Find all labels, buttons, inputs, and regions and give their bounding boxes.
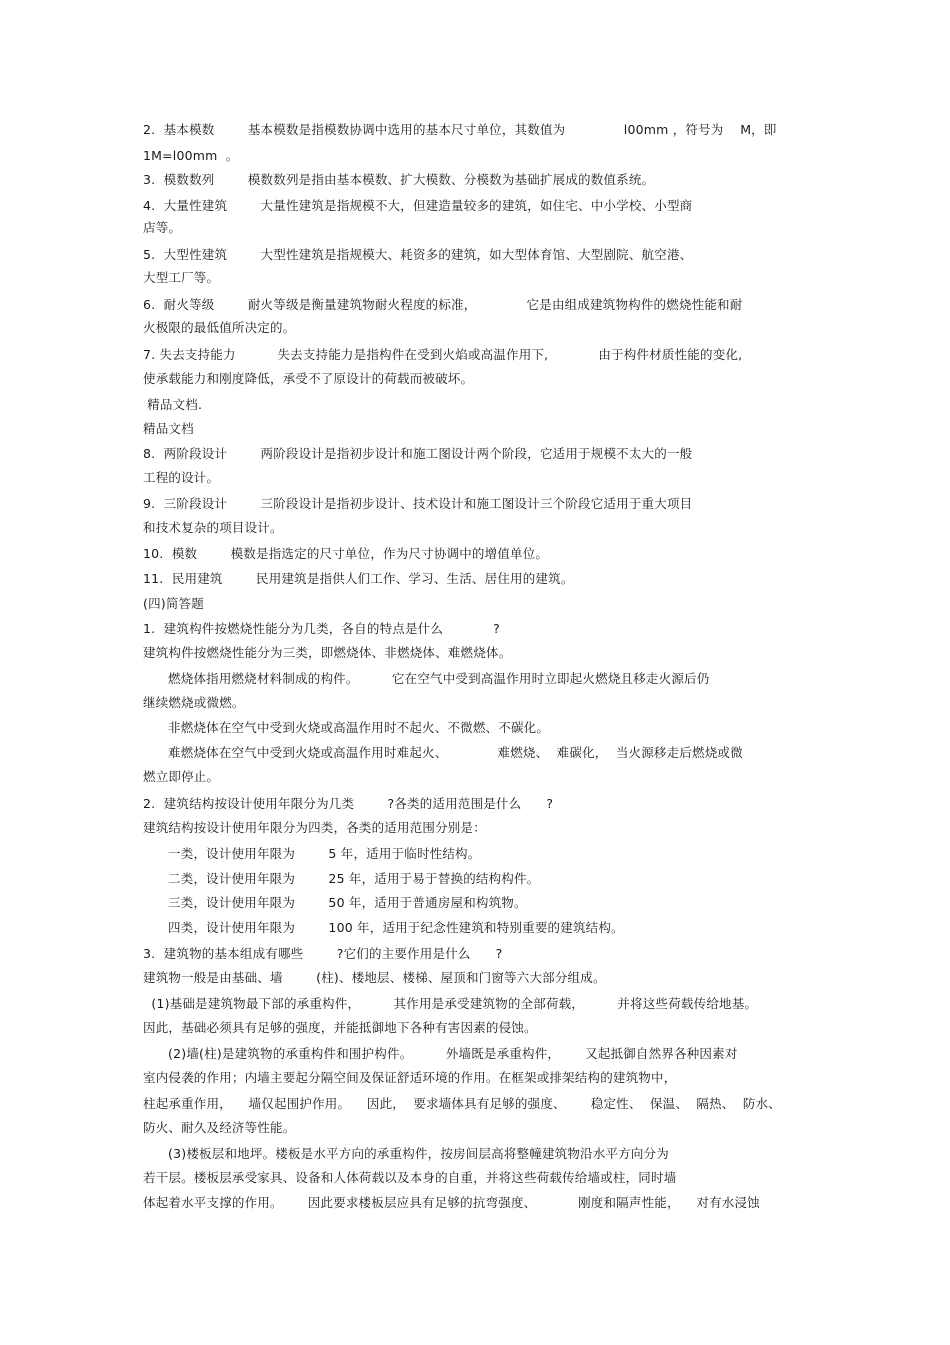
text-line: 二类，设计使用年限为 25 年，适用于易于替换的结构构件。 <box>143 871 540 886</box>
text-line: 2. 基本模数 基本模数是指模数协调中选用的基本尺寸单位，其数值为 l00mm ，符号为 M，即 <box>143 122 777 137</box>
text-line: 因此，基础必须具有足够的强度，并能抵御地下各种有害因素的侵蚀。 <box>143 1020 537 1035</box>
text-line: 10. 模数 模数是指选定的尺寸单位，作为尺寸协调中的增值单位。 <box>143 546 549 561</box>
text-line: 店等。 <box>143 220 182 235</box>
text-line: 建筑结构按设计使用年限分为四类，各类的适用范围分别是： <box>143 820 486 835</box>
text-line: 9. 三阶段设计 三阶段设计是指初步设计、技术设计和施工图设计三个阶段它适用于重大项目 <box>143 496 693 511</box>
text-line: 8. 两阶段设计 两阶段设计是指初步设计和施工图设计两个阶段，它适用于规模不太大的一般 <box>143 446 693 461</box>
text-line: 大型工厂等。 <box>143 270 220 285</box>
text-line: 继续燃烧或微燃。 <box>143 695 245 710</box>
text-line: 四类，设计使用年限为 100 年，适用于纪念性建筑和特别重要的建筑结构。 <box>143 920 624 935</box>
text-line: 使承载能力和刚度降低，承受不了原设计的荷载而被破坏。 <box>143 371 474 386</box>
question-line: 2. 建筑结构按设计使用年限分为几类 ?各类的适用范围是什么 ? <box>143 796 554 811</box>
text-line: 4. 大量性建筑 大量性建筑是指规模不大，但建造量较多的建筑，如住宅、中小学校、小型商 <box>143 198 693 213</box>
text-line: 火极限的最低值所决定的。 <box>143 320 296 335</box>
watermark-text: 精品文档 <box>143 421 194 436</box>
text-line: 6. 耐火等级 耐火等级是衡量建筑物耐火程度的标准， 它是由组成建筑物构件的燃烧性能和耐 <box>143 297 743 312</box>
question-line: 1. 建筑构件按燃烧性能分为几类，各自的特点是什么 ? <box>143 621 500 636</box>
text-line: 难燃烧体在空气中受到火烧或高温作用时难起火、 难燃烧、 难碳化， 当火源移走后燃烧或微 <box>143 745 743 760</box>
text-line: (2)墙(柱)是建筑物的承重构件和围护构件。 外墙既是承重构件， 又起抵御自然界各种因素对 <box>143 1046 738 1061</box>
text-line: 5. 大型性建筑 大型性建筑是指规模大、耗资多的建筑，如大型体育馆、大型剧院、航空港、 <box>143 247 693 262</box>
text-line: 7. 失去支持能力 失去支持能力是指构件在受到火焰或高温作用下, 由于构件材质性能的变化, <box>143 347 743 362</box>
text-line: 非燃烧体在空气中受到火烧或高温作用时不起火、不微燃、不碳化。 <box>143 720 550 735</box>
text-line: 建筑物一般是由基础、墙 (柱)、楼地层、楼梯、屋顶和门窗等六大部分组成。 <box>143 970 606 985</box>
text-line: (1)基础是建筑物最下部的承重构件， 其作用是承受建筑物的全部荷载， 并将这些荷载传给地基。 <box>143 996 758 1011</box>
text-line: 室内侵袭的作用；内墙主要起分隔空间及保证舒适环境的作用。在框架或排架结构的建筑物中， <box>143 1070 677 1085</box>
watermark-text: 精品文档. <box>143 397 203 412</box>
text-line: 防火、耐久及经济等性能。 <box>143 1120 296 1135</box>
text-line: 若干层。楼板层承受家具、设备和人体荷载以及本身的自重，并将这些荷载传给墙或柱，同时墙 <box>143 1170 677 1185</box>
text-line: 燃烧体指用燃烧材料制成的构件。 它在空气中受到高温作用时立即起火燃烧且移走火源后仍 <box>143 671 710 686</box>
text-line: 11. 民用建筑 民用建筑是指供人们工作、学习、生活、居住用的建筑。 <box>143 571 574 586</box>
text-line: 1M=l00mm 。 <box>143 148 239 163</box>
text-line: 燃立即停止。 <box>143 769 220 784</box>
text-line: 建筑构件按燃烧性能分为三类，即燃烧体、非燃烧体、难燃烧体。 <box>143 645 512 660</box>
question-line: 3. 建筑物的基本组成有哪些 ?它们的主要作用是什么 ? <box>143 946 503 961</box>
text-line: 体起着水平支撑的作用。 因此要求楼板层应具有足够的抗弯强度、 刚度和隔声性能， 对有水浸蚀 <box>143 1195 760 1210</box>
text-line: 3. 模数数列 模数数列是指由基本模数、扩大模数、分模数为基础扩展成的数值系统。 <box>143 172 655 187</box>
text-line: 柱起承重作用， 墙仅起围护作用。 因此， 要求墙体具有足够的强度、 稳定性、 保温、 隔热、 防水、 <box>143 1096 781 1111</box>
section-heading: (四)简答题 <box>143 596 204 611</box>
text-line: 三类，设计使用年限为 50 年，适用于普通房屋和构筑物。 <box>143 895 527 910</box>
text-line: 一类，设计使用年限为 5 年，适用于临时性结构。 <box>143 846 481 861</box>
text-line: 工程的设计。 <box>143 470 220 485</box>
text-line: 和技术复杂的项目设计。 <box>143 520 283 535</box>
text-line: (3)楼板层和地坪。楼板是水平方向的承重构件，按房间层高将整幢建筑物沿水平方向分为 <box>143 1146 669 1161</box>
